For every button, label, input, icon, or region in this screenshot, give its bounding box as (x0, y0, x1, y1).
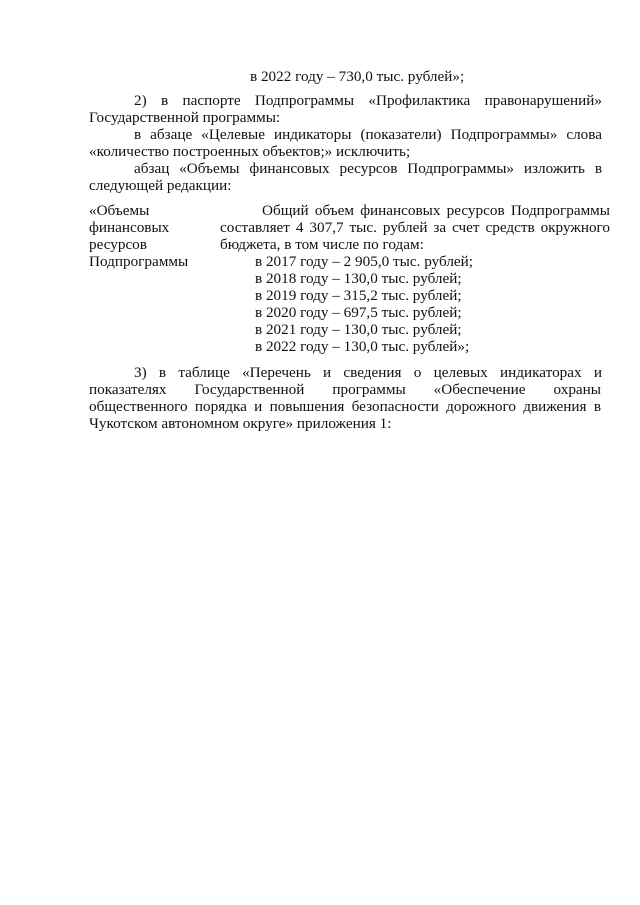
paragraph-line: следующей редакции: (89, 177, 232, 194)
table-left-cell-line: «Объемы (89, 202, 150, 219)
paragraph-line: в абзаце «Целевые индикаторы (показатели) Подпрограммы» слова (134, 126, 602, 143)
table-right-cell-line: бюджета, в том числе по годам: (220, 236, 424, 253)
table-left-cell-line: финансовых (89, 219, 170, 236)
table-left-cell-line: Подпрограммы (89, 253, 189, 270)
year-line: в 2020 году – 697,5 тыс. рублей; (255, 304, 462, 321)
paragraph-line: абзац «Объемы финансовых ресурсов Подпрограммы» изложить в (134, 160, 602, 177)
table-right-cell-line: Общий объем финансовых ресурсов Подпрограммы (262, 202, 610, 219)
paragraph-line: Государственной программы: (89, 109, 281, 126)
year-line: в 2021 году – 130,0 тыс. рублей; (255, 321, 462, 338)
year-line: в 2022 году – 130,0 тыс. рублей»; (255, 338, 470, 355)
table-left-cell-line: ресурсов (89, 236, 147, 253)
paragraph-line: в 2022 году – 730,0 тыс. рублей»; (250, 68, 465, 85)
paragraph-line: общественного порядка и повышения безопасности дорожного движения в (89, 398, 601, 415)
year-line: в 2018 году – 130,0 тыс. рублей; (255, 270, 462, 287)
table-right-cell-line: составляет 4 307,7 тыс. рублей за счет средств окружного (220, 219, 610, 236)
year-line: в 2019 году – 315,2 тыс. рублей; (255, 287, 462, 304)
paragraph-line: показателях Государственной программы «Обеспечение охраны (89, 381, 601, 398)
paragraph-line: «количество построенных объектов;» исключить; (89, 143, 411, 160)
paragraph-line: Чукотском автономном округе» приложения 1: (89, 415, 392, 432)
year-line: в 2017 году – 2 905,0 тыс. рублей; (255, 253, 473, 270)
paragraph-line: 3) в таблице «Перечень и сведения о целевых индикаторах и (134, 364, 602, 381)
paragraph-line: 2) в паспорте Подпрограммы «Профилактика правонарушений» (134, 92, 602, 109)
